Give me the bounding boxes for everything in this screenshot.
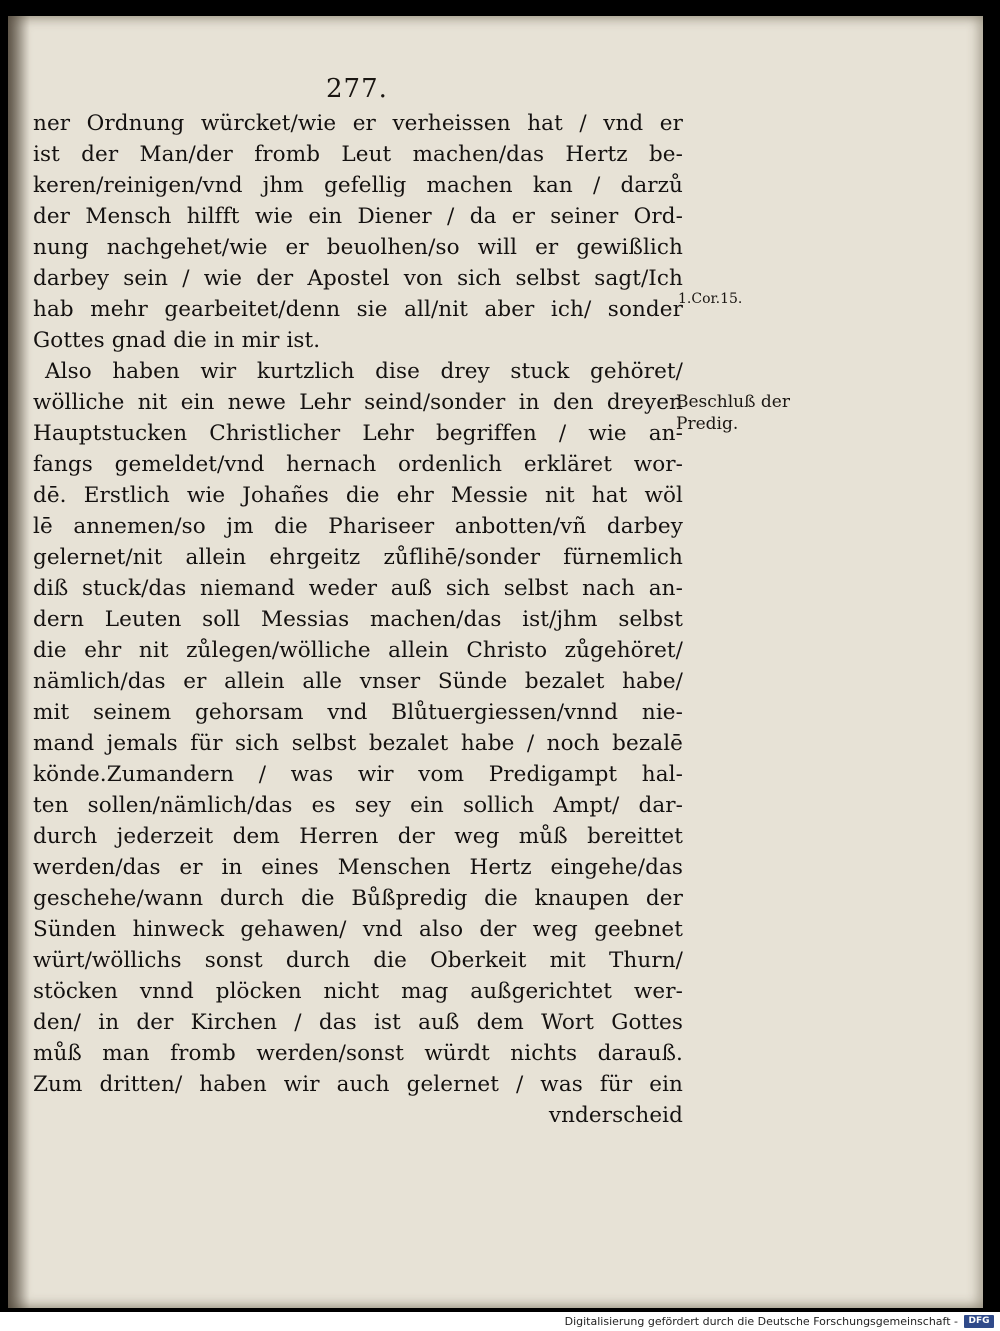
text-line: hab mehr gearbeitet/denn sie all/nit aber ich/ sonder (33, 297, 683, 322)
text-line: nung nachgehet/wie er beuolhen/so will er gewißlich (33, 235, 683, 260)
text-line: dē. Erstlich wie Johañes die ehr Messie nit hat wöl (33, 483, 683, 508)
margin-heading-line: Beschluß der (676, 392, 790, 412)
text-line: diß stuck/das niemand weder auß sich selbst nach an- (33, 576, 683, 601)
text-line: werden/das er in eines Menschen Hertz eingehe/das (33, 855, 683, 880)
text-line: fangs gemeldet/vnd hernach ordenlich erkläret wor- (33, 452, 683, 477)
text-line: den/ in der Kirchen / das ist auß dem Wort Gottes (33, 1010, 683, 1035)
catchword: vnderscheid (548, 1103, 683, 1128)
text-line: der Mensch hilfft wie ein Diener / da er seiner Ord- (33, 204, 683, 229)
text-line: Gottes gnad die in mir ist. (33, 328, 321, 353)
text-line: die ehr nit zůlegen/wölliche allein Christo zůgehöret/ (33, 638, 683, 663)
text-line: ner Ordnung würcket/wie er verheissen hat / vnd er (33, 111, 683, 136)
text-line: dern Leuten soll Messias machen/das ist/jhm selbst (33, 607, 683, 632)
text-line: darbey sein / wie der Apostel von sich selbst sagt/Ich (33, 266, 683, 291)
text-line: würt/wöllichs sonst durch die Oberkeit mit Thurn/ (33, 948, 683, 973)
funding-credit: Digitalisierung gefördert durch die Deutsche Forschungsgemeinschaft - (564, 1315, 958, 1328)
text-line: ten sollen/nämlich/das es sey ein sollich Ampt/ dar- (33, 793, 683, 818)
text-line: keren/reinigen/vnd jhm gefellig machen kan / darzů (33, 173, 683, 198)
text-line: nämlich/das er allein alle vnser Sünde bezalet habe/ (33, 669, 683, 694)
margin-heading-line: Predig. (676, 414, 739, 434)
margin-heading (676, 391, 790, 435)
text-line: könde.Zumandern / was wir vom Predigampt hal- (33, 762, 683, 787)
text-line: lē annemen/so jm die Phariseer anbotten/vñ darbey (33, 514, 683, 539)
text-line: durch jederzeit dem Herren der weg můß bereittet (33, 824, 683, 849)
text-line: Sünden hinweck gehawen/ vnd also der weg geebnet (33, 917, 683, 942)
text-line: gelernet/nit allein ehrgeitz zůflihē/sonder fürnemlich (33, 545, 683, 570)
text-line: Zum dritten/ haben wir auch gelernet / was für ein (33, 1072, 683, 1097)
dfg-logo: DFG (964, 1315, 994, 1328)
footer-bar (0, 1312, 1000, 1331)
page-number: 277. (326, 74, 388, 104)
margin-reference: 1.Cor.15. (678, 291, 743, 307)
book-page-scan (8, 16, 983, 1308)
text-line: stöcken vnnd plöcken nicht mag außgerichtet wer- (33, 979, 683, 1004)
text-line: mand jemals für sich selbst bezalet habe / noch bezalē (33, 731, 683, 756)
text-line: můß man fromb werden/sonst würdt nichts darauß. (33, 1041, 683, 1066)
body-text (33, 108, 683, 1131)
text-line: Hauptstucken Christlicher Lehr begriffen / wie an- (33, 421, 683, 446)
text-line: Also haben wir kurtzlich dise drey stuck gehöret/ (45, 359, 683, 384)
text-line: mit seinem gehorsam vnd Blůtuergiessen/vnnd nie- (33, 700, 683, 725)
text-line: wölliche nit ein newe Lehr seind/sonder in den dreyen (33, 390, 683, 415)
text-line: ist der Man/der fromb Leut machen/das Hertz be- (33, 142, 683, 167)
text-line: geschehe/wann durch die Bůßpredig die knaupen der (33, 886, 683, 911)
